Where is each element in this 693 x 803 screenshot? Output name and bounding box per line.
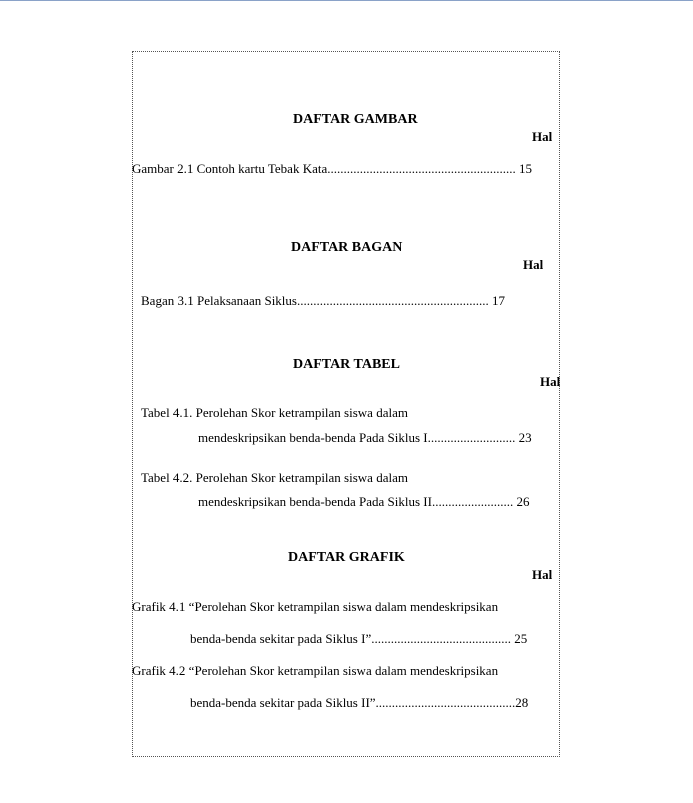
list-item-tabel-4-2-line1: Tabel 4.2. Perolehan Skor ketrampilan siswa dalam	[141, 470, 408, 485]
list-item-grafik-4-1-line2: benda-benda sekitar pada Siklus I”........................................... 25	[190, 631, 528, 646]
heading-daftar-tabel: DAFTAR TABEL	[293, 357, 400, 372]
list-item-bagan-3-1: Bagan 3.1 Pelaksanaan Siklus........................................................... 17	[141, 293, 505, 308]
list-item-grafik-4-2-line1: Grafik 4.2 “Perolehan Skor ketrampilan siswa dalam mendeskripsikan	[132, 663, 499, 678]
heading-daftar-grafik: DAFTAR GRAFIK	[288, 550, 405, 565]
hal-label-bagan: Hal	[523, 257, 544, 272]
heading-daftar-bagan: DAFTAR BAGAN	[291, 240, 403, 255]
list-item-gambar-2-1: Gambar 2.1 Contoh kartu Tebak Kata.......................................................... 15	[132, 161, 532, 176]
list-item-grafik-4-1-line1: Grafik 4.1 “Perolehan Skor ketrampilan siswa dalam mendeskripsikan	[132, 599, 499, 614]
window-top-border	[0, 0, 693, 1]
heading-daftar-gambar: DAFTAR GAMBAR	[293, 112, 418, 127]
list-item-grafik-4-2-line2: benda-benda sekitar pada Siklus II”...........................................28	[190, 695, 529, 710]
hal-label-tabel: Hal	[540, 374, 561, 389]
list-item-tabel-4-2-line2: mendeskripsikan benda-benda Pada Siklus II......................... 26	[198, 494, 530, 509]
list-item-tabel-4-1-line1: Tabel 4.1. Perolehan Skor ketrampilan siswa dalam	[141, 405, 408, 420]
hal-label-gambar: Hal	[532, 129, 553, 144]
hal-label-grafik: Hal	[532, 567, 553, 582]
list-item-tabel-4-1-line2: mendeskripsikan benda-benda Pada Siklus I........................... 23	[198, 430, 532, 445]
document-page	[132, 51, 560, 757]
